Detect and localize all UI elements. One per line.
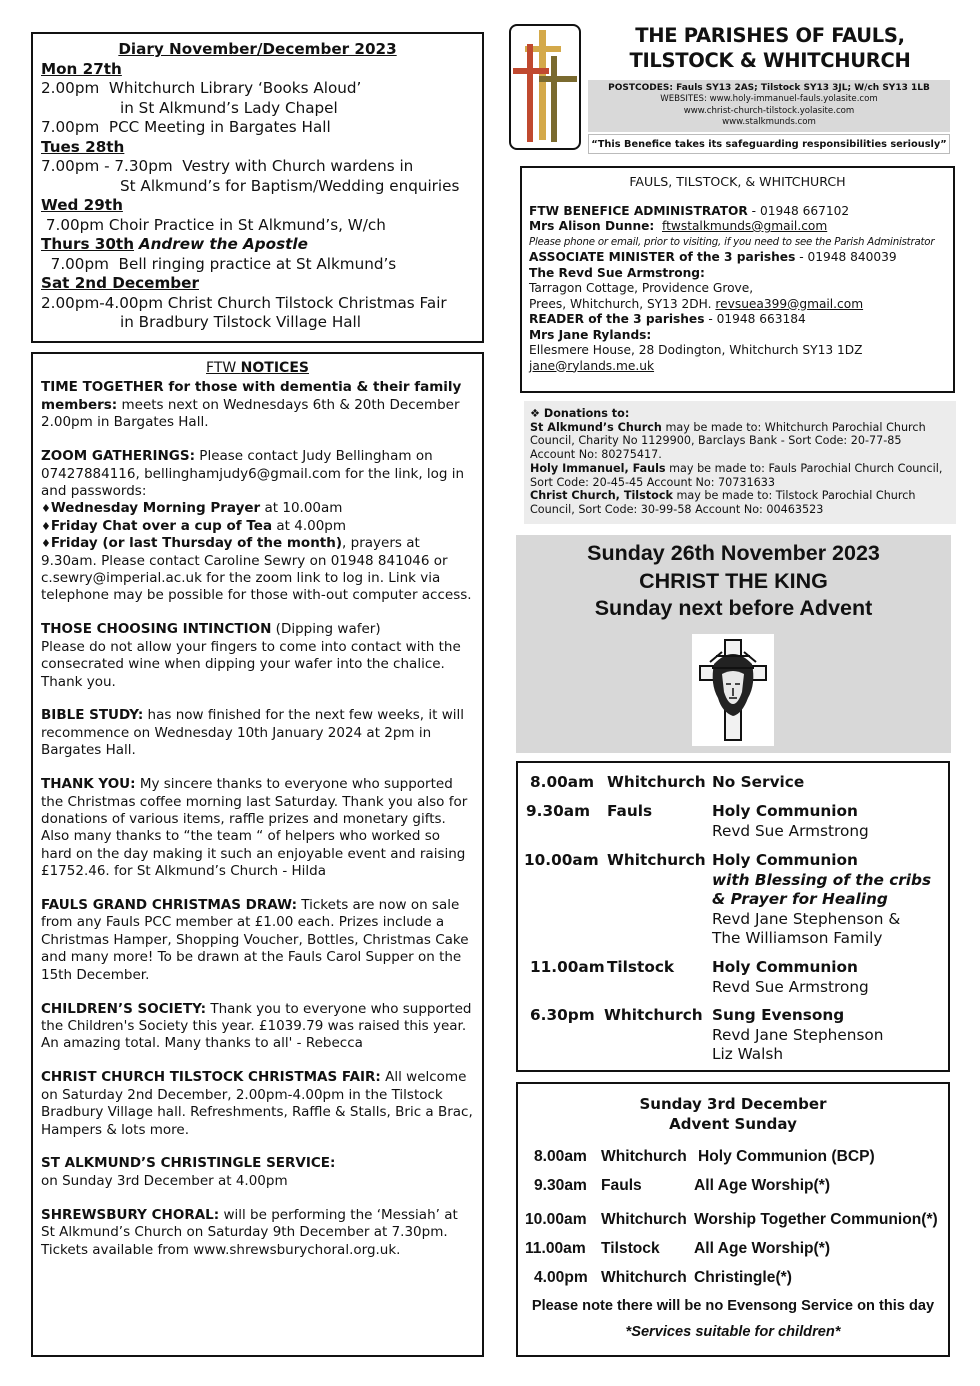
donations-panel bbox=[524, 401, 956, 524]
assoc-address-2: Prees, Whitchurch, SY13 2DH. revsuea399@gmail.com bbox=[529, 296, 864, 311]
service-place: Whitchurch bbox=[601, 1148, 687, 1165]
notice-bible-study: BIBLE STUDY: has now finished for the next few weeks, it will recommence on Wednesday 10th January 2024 at 2pm in Bargates Hall. bbox=[41, 707, 465, 759]
service-name: Worship Together Communion(*) bbox=[694, 1211, 938, 1228]
service-line: Revd Jane Stephenson bbox=[712, 1025, 884, 1044]
notice-christmas-draw: FAULS GRAND CHRISTMAS DRAW: Tickets are now on sale from any Fauls PCC member at £1.00 each. Prizes include a Christmas Hamper, Shopping Voucher, Bottles, Christmas Cake and many more! To be drawn at the Fauls Carol Supper on the 15th December. bbox=[41, 897, 469, 983]
service-place: Fauls bbox=[601, 1177, 642, 1194]
service-name: All Age Worship(*) bbox=[694, 1240, 831, 1257]
notice-shrewsbury-choral: SHREWSBURY CHORAL: will be performing the ‘Messiah’ at St Alkmund’s Church on Saturday 9th December at 7.30pm. Tickets available from www.shrewsburychoral.org.uk. bbox=[41, 1206, 458, 1258]
service-line: Sung Evensong bbox=[712, 1006, 845, 1024]
children-services-note: *Services suitable for children* bbox=[625, 1324, 841, 1340]
diamond-bullet-icon: ♦ bbox=[41, 537, 51, 551]
service-details bbox=[712, 958, 869, 997]
donations-heading: ❖ Donations to: bbox=[530, 407, 630, 420]
service-place: Whitchurch bbox=[601, 1211, 687, 1228]
service-time: 11.00am bbox=[525, 1240, 586, 1257]
diary-entry: 7.00pm Choir Practice in St Alkmund’s, W/ch bbox=[41, 215, 386, 234]
service-name: Christingle(*) bbox=[694, 1269, 792, 1286]
crosses-logo-icon bbox=[511, 26, 579, 148]
assoc-line: ASSOCIATE MINISTER of the 3 parishes - 01948 840039 bbox=[529, 250, 897, 264]
service-place: Whitchurch bbox=[601, 1269, 687, 1286]
donation-christ-church: Christ Church, Tilstock may be made to: Tilstock Parochial Church Council, Sort Code: 30-99-58 Account No: 00463523 bbox=[530, 489, 916, 516]
service-details bbox=[712, 851, 931, 949]
service-line: Revd Sue Armstrong bbox=[712, 821, 869, 840]
diary-day: Wed 29th bbox=[41, 196, 123, 214]
service-line: Revd Jane Stephenson & bbox=[712, 909, 901, 928]
contacts-title: FAULS, TILSTOCK, & WHITCHURCH bbox=[629, 174, 846, 189]
christ-the-king-image bbox=[692, 634, 774, 746]
diary-day: Tues 28th bbox=[41, 137, 125, 156]
notice-zoom-fri: ♦Friday Chat over a cup of Tea at 4.00pm bbox=[41, 517, 347, 534]
service-line: & Prayer for Healing bbox=[712, 890, 888, 908]
reader-address: Ellesmere House, 28 Dodington, Whitchurch SY13 1DZ bbox=[529, 343, 863, 357]
contacts-box bbox=[520, 166, 955, 393]
parish-logo bbox=[509, 24, 581, 150]
service-place: Whitchurch bbox=[607, 851, 706, 869]
service-line: Liz Walsh bbox=[712, 1045, 784, 1063]
postcodes-websites-panel bbox=[588, 80, 950, 132]
diary-entry: 7.00pm - 7.30pm Vestry with Church wardens in bbox=[41, 157, 414, 175]
christ-cross-icon bbox=[692, 634, 774, 746]
donation-st-alkmunds: St Alkmund’s Church may be made to: Whitchurch Parochial Church Council, Charity No 1129900, Barclays Bank - Sort Code: 20-77-85 Account No: 80275417. bbox=[530, 420, 926, 462]
website-line-1: WEBSITES: www.holy-immanuel-fauls.yolasite.com bbox=[660, 94, 878, 105]
diary-entry: St Alkmund’s for Baptism/Wedding enquiries bbox=[120, 176, 460, 195]
diary-day: Sat 2nd December bbox=[41, 274, 199, 292]
service-time: 8.00am bbox=[534, 1148, 587, 1165]
diary-title: Diary November/December 2023 bbox=[118, 40, 397, 58]
service-time: 8.00am bbox=[530, 773, 595, 791]
safeguarding-statement: “This Benefice takes its safeguarding responsibilities seriously” bbox=[588, 134, 950, 154]
diary-entry: 7.00pm PCC Meeting in Bargates Hall bbox=[41, 118, 331, 136]
service-details bbox=[712, 1006, 884, 1065]
assoc-address-1: Tarragon Cottage, Providence Grove, bbox=[529, 281, 754, 295]
notice-zoom: ZOOM GATHERINGS: Please contact Judy Bellingham on 07427884116, bellinghamjudy6@gmail.com for the link, log in and passwords: bbox=[41, 448, 465, 499]
diary-entry: 2.00pm-4.00pm Christ Church Tilstock Christmas Fair bbox=[41, 293, 447, 312]
service-name: All Age Worship(*) bbox=[694, 1177, 831, 1194]
reader-email-line bbox=[529, 359, 946, 375]
notice-time-together: TIME TOGETHER for those with dementia & their family members: meets next on Wednesdays 6th & 20th December 2.00pm in Bargates Hall. bbox=[41, 379, 462, 431]
service-details bbox=[712, 802, 869, 841]
service-line: with Blessing of the cribs bbox=[712, 870, 932, 889]
service-line: The Williamson Family bbox=[712, 929, 883, 947]
notice-christingle: ST ALKMUND’S CHRISTINGLE SERVICE: on Sunday 3rd December at 4.00pm bbox=[41, 1155, 336, 1189]
service-place: Tilstock bbox=[607, 958, 675, 976]
notice-zoom-wed: ♦Wednesday Morning Prayer at 10.00am bbox=[41, 500, 343, 517]
admin-note: Please phone or email, prior to visiting, if you need to see the Parish Administrator bbox=[529, 236, 935, 248]
service-line: No Service bbox=[712, 773, 805, 791]
services-nov26-box bbox=[516, 761, 950, 1072]
assoc-name: The Revd Sue Armstrong: bbox=[529, 265, 705, 280]
reader-email-link[interactable]: jane@rylands.me.uk bbox=[529, 358, 655, 373]
assoc-email-link[interactable]: revsuea399@gmail.com bbox=[715, 296, 864, 311]
service-details bbox=[712, 773, 804, 793]
dec3-heading: Sunday 3rd December Advent Sunday bbox=[639, 1095, 827, 1133]
notice-thank-you: THANK YOU: My sincere thanks to everyone who supported the Christmas coffee morning last Saturday. Thank you also for donations of various items, raffle prizes and monetary gifts. Also many thanks to “the team “ of helpers who worked so hard on the day making it such an enjoyable event and raising £1752.46. for St Alkmund’s Church - Hilda bbox=[41, 776, 468, 880]
reader-line: READER of the 3 parishes - 01948 663184 bbox=[529, 312, 806, 326]
postcodes: POSTCODES: Fauls SY13 2AS; Tilstock SY13 3JL; W/ch SY13 1LB bbox=[608, 83, 930, 93]
service-time: 11.00am bbox=[530, 958, 605, 976]
admin-name-line: Mrs Alison Dunne: ftwstalkmunds@gmail.com bbox=[529, 219, 828, 233]
service-place: Tilstock bbox=[601, 1240, 660, 1257]
diary-entry: in St Alkmund’s Lady Chapel bbox=[120, 98, 338, 117]
diamond-bullet-icon: ♦ bbox=[41, 519, 51, 533]
admin-line: FTW BENEFICE ADMINISTRATOR - 01948 667102 bbox=[529, 203, 850, 218]
diary-lines bbox=[41, 60, 474, 333]
diary-box bbox=[31, 32, 484, 343]
admin-email-link[interactable]: ftwstalkmunds@gmail.com bbox=[662, 219, 828, 233]
diary-day: Thurs 30th Andrew the Apostle bbox=[41, 235, 308, 253]
service-time: 9.30am bbox=[526, 802, 591, 820]
diamond-bullet-icon: ♦ bbox=[41, 502, 51, 516]
notices-box bbox=[31, 352, 484, 1357]
service-line: Revd Sue Armstrong bbox=[712, 977, 869, 996]
service-time: 10.00am bbox=[525, 1211, 587, 1228]
service-time: 4.00pm bbox=[534, 1269, 588, 1286]
service-line: Holy Communion bbox=[712, 802, 858, 820]
service-line: Holy Communion bbox=[712, 958, 858, 976]
diary-entry: 2.00pm Whitchurch Library ‘Books Aloud’ bbox=[41, 79, 362, 97]
website-line-3: www.stalkmunds.com bbox=[722, 116, 816, 127]
service-place: Whitchurch bbox=[604, 1006, 703, 1024]
service-place: Whitchurch bbox=[607, 773, 706, 791]
service-place: Fauls bbox=[607, 802, 653, 820]
service-name: Holy Communion (BCP) bbox=[698, 1148, 875, 1165]
notice-christmas-fair: CHRIST CHURCH TILSTOCK CHRISTMAS FAIR: All welcome on Saturday 2nd December, 2.00pm-4.00pm in the Tilstock Bradbury Village hall. Refreshments, Raffle & Stalls, Bric a Brac, Hampers & lots more. bbox=[41, 1069, 473, 1138]
services-dec3-box bbox=[516, 1082, 950, 1357]
reader-name: Mrs Jane Rylands: bbox=[529, 327, 652, 342]
diary-day: Mon 27th bbox=[41, 59, 122, 78]
service-time: 10.00am bbox=[524, 851, 599, 869]
donation-holy-immanuel: Holy Immanuel, Fauls may be made to: Fauls Parochial Church Council, Sort Code: 20-45-45 Account No: 70731633 bbox=[530, 461, 943, 489]
service-line: Holy Communion bbox=[712, 851, 858, 869]
service-time: 6.30pm bbox=[530, 1006, 595, 1024]
notice-childrens-society: CHILDREN’S SOCIETY: Thank you to everyone who supported the Children's Society this year. £1039.79 was raised this year. An amazing total. Many thanks to all' - Rebecca bbox=[41, 1000, 472, 1052]
parishes-title: THE PARISHES OF FAULS, TILSTOCK & WHITCHURCH bbox=[629, 24, 911, 72]
four-diamond-icon: ❖ bbox=[530, 407, 541, 420]
notices-title: FTW NOTICES bbox=[206, 360, 309, 376]
notice-intinction: THOSE CHOOSING INTINCTION (Dipping wafer) Please do not allow your fingers to come into contact with the consecrated wine when dipping your wafer into the chalice. Thank you. bbox=[41, 621, 461, 690]
notice-zoom-fri-prayer: ♦Friday (or last Thursday of the month), prayers at 9.30am. Please contact Caroline Sewry on 01948 841046 or c.sewry@imperial.ac.uk for the zoom link to log in. Link via telephone may be possible for those with-out computer access. bbox=[41, 535, 472, 604]
service-time: 9.30am bbox=[534, 1177, 587, 1194]
diary-entry: 7.00pm Bell ringing practice at St Alkmund’s bbox=[41, 254, 397, 273]
no-evensong-note: Please note there will be no Evensong Service on this day bbox=[531, 1298, 935, 1314]
banner-title: Sunday 26th November 2023 CHRIST THE KING Sunday next before Advent bbox=[587, 541, 880, 620]
diary-entry: in Bradbury Tilstock Village Hall bbox=[120, 313, 361, 331]
website-line-2: www.christ-church-tilstock.yolasite.com bbox=[683, 105, 855, 116]
